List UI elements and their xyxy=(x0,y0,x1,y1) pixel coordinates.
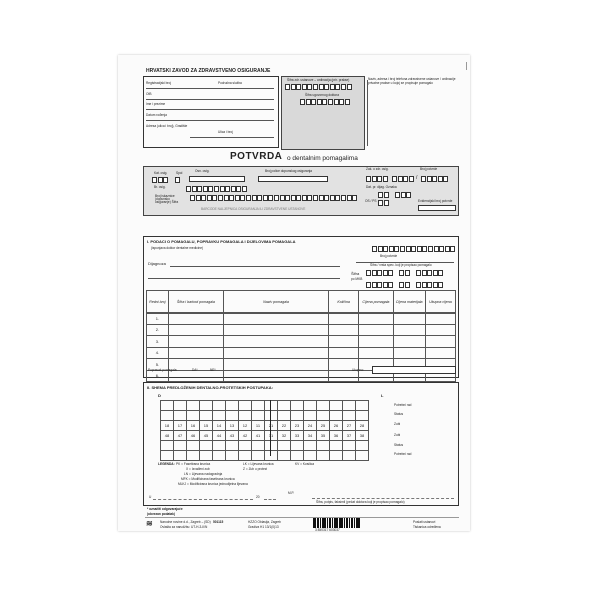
dental-d: D xyxy=(158,393,161,398)
popravak-label: Popravak pomagala: xyxy=(148,368,178,372)
place-label: U xyxy=(149,495,152,499)
upper-teeth-row: 18 17 16 15 14 13 12 11 21 22 23 24 25 26 27 28 xyxy=(161,421,369,431)
caption-spol: Spol xyxy=(176,171,183,175)
caption-osn-osig: Osn. osig. xyxy=(195,169,210,173)
legend-pk: PK = Fasetirana krunica xyxy=(176,462,211,466)
doctor-code-cells xyxy=(300,99,350,105)
section-2-title: II. SHEMA PREDLOŽENIH DENTALNO-PROTETSKIH POSTUPAKA: xyxy=(147,385,273,390)
dijagnoza-label: Dijagnoza xyxy=(148,261,166,266)
year-label: 20 xyxy=(256,495,260,499)
label-potrebni-rad-upper: Potrebni rad xyxy=(394,403,412,407)
medical-service-label: Područna služba xyxy=(218,81,242,85)
broj-potvrde-label: Broj potvrde xyxy=(380,254,398,258)
document-title: POTVRDA xyxy=(230,151,283,162)
label-zubi-lower: Zubi xyxy=(394,433,401,437)
caption-broj-police: Broj police dopunskog osiguranja xyxy=(265,169,312,173)
institute-name: HRVATSKI ZAVOD ZA ZDRAVSTVENO OSIGURANJE xyxy=(146,68,271,74)
table-row: 1. xyxy=(147,313,456,325)
dental-l: L xyxy=(381,393,384,398)
label-status-upper: Status xyxy=(394,412,404,416)
legend-lk: LK = Lijevana krunica xyxy=(243,462,274,466)
sifra-note: Šifra / vrsta spec. koji je propisao pomagalo xyxy=(370,263,432,267)
section-1-subtitle: (ispunjava doktor dentalne medicine) xyxy=(151,246,204,250)
address-label: Adresa (ulica i broj), Gradište xyxy=(146,124,188,128)
registration-label: Registracijski broj xyxy=(146,81,171,85)
street-label: Ulica i broj xyxy=(218,130,233,134)
legend-ln: LN = Lijevana nadogradnja xyxy=(184,472,223,476)
caption-kat-osig: Kat. osig. xyxy=(154,171,168,175)
code-2: HZZO Oblasija, Zagreb xyxy=(248,520,281,524)
lower-teeth-row: 48 47 46 45 44 43 42 41 31 32 33 34 35 36 37 38 xyxy=(161,431,369,441)
footnote-2: (obvezan podatak) xyxy=(147,512,175,516)
right-note-1: Poslati ustanovi xyxy=(413,520,436,524)
caption-zak: Zak. o zdr. osig. xyxy=(366,167,389,171)
barcode-number: 3 850317 603037 xyxy=(315,528,340,532)
barcode-watermark: BARCODE NALJEPNICA OSIGURANJA ILI ZDRAVSTVENE USTANOVE xyxy=(201,207,306,211)
oib-label: OIB xyxy=(146,92,152,96)
label-status-lower: Status xyxy=(394,443,404,447)
nn-logo-icon: ≋ xyxy=(146,519,153,528)
legend-x: X = Izvađeni zub xyxy=(186,467,210,471)
label-potrebni-rad-lower: Potrebni rad xyxy=(394,452,412,456)
table-row: 6. xyxy=(147,370,456,382)
right-note-2: Tiskanica određena xyxy=(413,525,441,529)
code-3: Gradiva H1 13/1(0)13 xyxy=(248,525,279,529)
table-row: 4. xyxy=(147,347,456,359)
caption-broj-potvrde: Broj potvrde xyxy=(420,167,438,171)
doctor-code-caption: Šifra ugovornog doktora xyxy=(305,93,340,97)
order-text: Ovlašta za narudžbu: UT-H-3-II/N xyxy=(160,525,208,529)
caption-dat-dijag: Dat. pr. dijag. Oznaka xyxy=(366,185,397,189)
code-1: 501115 xyxy=(213,520,224,524)
ukupno-label: Ukupno: xyxy=(352,368,364,372)
table-row: 2. xyxy=(147,324,456,336)
dental-chart xyxy=(160,400,369,461)
legend-title: LEGENDA: xyxy=(158,462,175,466)
section-1-title: I. PODACI O POMAGALU, POPRAVKU POMAGALA I DIJELOVIMA POMAGALA xyxy=(147,239,296,244)
mp-label: M.P. xyxy=(288,491,295,495)
table-row: 5. xyxy=(147,359,456,371)
table-row: 3. xyxy=(147,336,456,348)
legend-mfk: MFK = Modificirana fasetirana krunica xyxy=(181,477,235,481)
popravak-da[interactable]: DA* xyxy=(192,368,198,372)
name-label: Ime i prezime xyxy=(146,102,166,106)
stamp-caption: Šifra zdr. ustanove – ordinacija (prir. prakse) xyxy=(287,78,350,82)
publisher-text: Narodne novine d.d., Zagreb – (SD) xyxy=(160,520,211,524)
ukupno-field[interactable] xyxy=(372,366,456,374)
aid-table-header: Redni broj Šifra i barkod pomagala Naziv pomagala Količina Cijena pomagala Cijena materijala Ukupna cijena xyxy=(146,290,456,314)
institution-code-cells xyxy=(285,84,352,90)
legend-mlkj: MLKJ = Modificirana krunica jednodijelna lijevana xyxy=(178,482,248,486)
sifra-label: Šifra xyxy=(351,271,360,276)
sign-note: Šifra, potpis, faksimil (pečat doktora koji je propisao pomagalo) xyxy=(316,500,405,504)
document-subtitle: o dentalnim pomagalima xyxy=(287,155,358,162)
caption-broj-iskaznice: Broj iskaznice (dopunsko osiguranje) Šifra xyxy=(155,194,179,205)
caption-br-osig: Br. osig. xyxy=(154,185,166,189)
institution-note: Naziv, adresa i broj telefona zdravstvene ustanove / ordinacije privatne prakse u kojoj se propisuje pomagalo xyxy=(368,77,456,86)
legend-kv: KV = Kvačica xyxy=(295,462,315,466)
footnote-1: * označiti odgovarajuće xyxy=(147,507,183,511)
barcode xyxy=(313,518,361,528)
dob-label: Datum rođenja xyxy=(146,113,167,117)
label-zubi-upper: Zubi xyxy=(394,422,401,426)
mkb-label: po MKB xyxy=(351,277,363,281)
evidence-number-note: Evidencijski broj potvrde xyxy=(418,199,453,203)
legend-z: Z = Zub u protezi xyxy=(243,467,268,471)
caption-os-ps: OS / PS xyxy=(365,199,377,203)
popravak-ne[interactable]: NE* xyxy=(210,368,216,372)
